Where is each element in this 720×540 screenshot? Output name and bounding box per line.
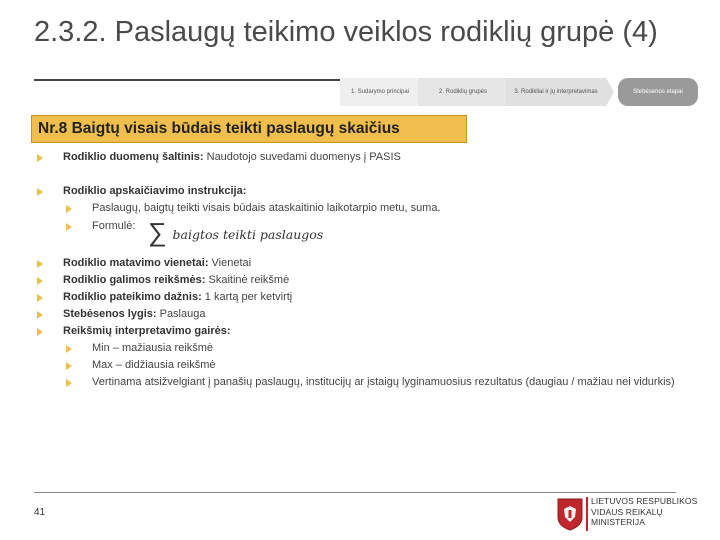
process-steps	[340, 78, 710, 106]
freq-value: 1 kartą per ketvirtį	[201, 291, 293, 303]
source-item	[63, 150, 401, 165]
logo-line-1: LIETUVOS RESPUBLIKOS	[591, 496, 698, 506]
sub-bullet-icon	[66, 205, 72, 213]
ministry-logo-text	[591, 496, 697, 528]
logo-line-3: MINISTERIJA	[591, 517, 645, 527]
calc-sub-1: Paslaugų, baigtų teikti visais būdais ataskaitinio laikotarpio metu, suma.	[92, 202, 441, 214]
unit-label: Rodiklio matavimo vienetai:	[63, 257, 209, 269]
step-2[interactable]: 2. Rodiklių grupės	[418, 78, 508, 106]
interp-item	[63, 324, 231, 339]
title-underline	[34, 79, 344, 81]
range-item	[63, 273, 289, 288]
level-value: Paslauga	[156, 308, 206, 320]
interp-sub-1: Min – mažiausia reikšmė	[92, 342, 214, 354]
formula-text: baigtos teikti paslaugos	[172, 226, 324, 242]
bullet-icon	[37, 311, 43, 319]
page-title: 2.3.2. Paslaugų teikimo veiklos rodiklių grupė (4)	[34, 16, 658, 48]
sub-bullet-icon	[66, 362, 72, 370]
formula	[148, 219, 323, 245]
calc-label-text: Rodiklio apskaičiavimo instrukcija:	[63, 185, 247, 197]
logo-line-2: VIDAUS REIKALŲ	[591, 506, 663, 517]
range-value: Skaitinė reikšmė	[205, 274, 290, 286]
footer-divider	[34, 492, 676, 493]
calc-label	[63, 184, 246, 199]
bullet-icon	[37, 154, 43, 162]
sub-bullet-icon	[66, 345, 72, 353]
sum-symbol: ∑	[148, 217, 167, 247]
bullet-icon	[37, 260, 43, 268]
page-number: 41	[34, 507, 46, 518]
freq-item	[63, 290, 292, 305]
interp-sub-3: Vertinama atsižvelgiant į panašių paslaugų, institucijų ar įstaigų lyginamuosius rezultatus (daugiau / mažiau nei vidurkis)	[92, 376, 675, 388]
bullet-icon	[37, 294, 43, 302]
bullet-icon	[37, 328, 43, 336]
indicator-heading: Nr.8 Baigtų visais būdais teikti paslaugų skaičius	[31, 115, 467, 143]
interp-label: Reikšmių interpretavimo gairės:	[63, 325, 231, 337]
bullet-icon	[37, 277, 43, 285]
interp-sub-2: Max – didžiausia reikšmė	[92, 359, 216, 371]
sub-bullet-icon	[66, 379, 72, 387]
source-value: Naudotojo suvedami duomenys į PASIS	[203, 151, 401, 163]
coat-of-arms-icon	[556, 497, 584, 531]
step-3[interactable]: 3. Rodikliai ir jų interpretavimas	[506, 78, 606, 106]
sub-bullet-icon	[66, 223, 72, 231]
source-label: Rodiklio duomenų šaltinis:	[63, 151, 204, 163]
step-1[interactable]: 1. Sudarymo principai	[340, 78, 420, 106]
bullet-icon	[37, 188, 43, 196]
step-3-arrow	[606, 78, 614, 106]
calc-sub-2: Formulė:	[92, 220, 136, 232]
unit-value: Vienetai	[208, 257, 252, 269]
step-4[interactable]: Stebėsenos etapai	[618, 78, 698, 106]
range-label: Rodiklio galimos reikšmės:	[63, 274, 206, 286]
unit-item	[63, 256, 251, 271]
level-item	[63, 307, 205, 322]
freq-label: Rodiklio pateikimo dažnis:	[63, 291, 202, 303]
level-label: Stebėsenos lygis:	[63, 308, 157, 320]
logo-divider	[586, 497, 588, 531]
